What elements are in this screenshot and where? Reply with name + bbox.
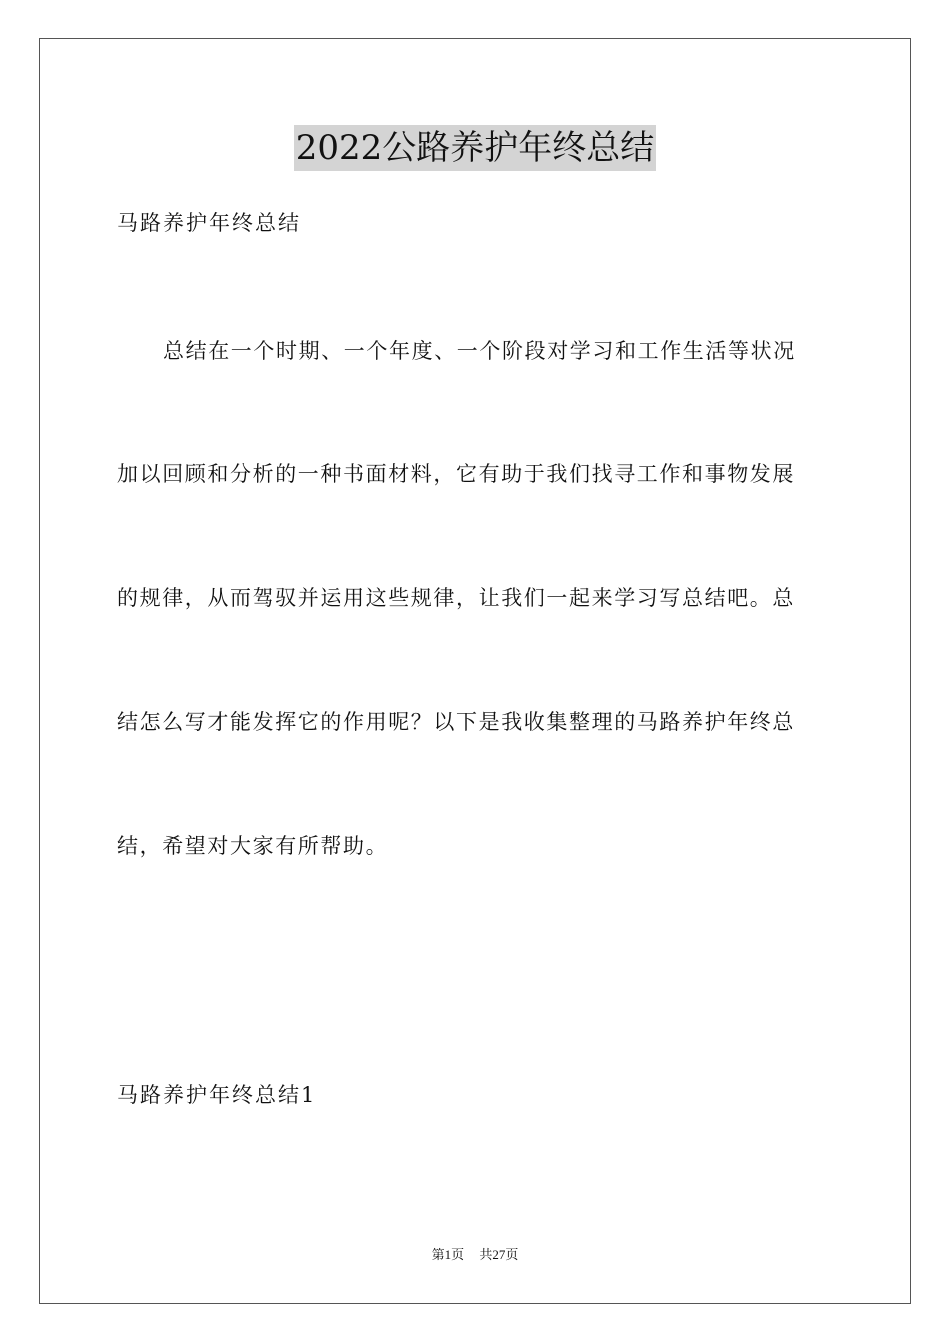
section-heading: 马路养护年终总结1 (117, 1083, 317, 1107)
intro-line-3: 的规律，从而驾驭并运用这些规律，让我们一起来学习写总结吧。总 (117, 586, 795, 610)
intro-line-2: 加以回顾和分析的一种书面材料，它有助于我们找寻工作和事物发展 (117, 462, 795, 486)
document-subtitle: 马路养护年终总结 (117, 211, 301, 235)
page-footer (0, 1246, 950, 1264)
document-title: 2022公路养护年终总结 (294, 125, 657, 171)
intro-line-5: 结，希望对大家有所帮助。 (117, 834, 389, 858)
intro-line-1: 总结在一个时期、一个年度、一个阶段对学习和工作生活等状况 (163, 339, 796, 363)
page-number: 第1页 (431, 1247, 465, 1262)
page-total: 共27页 (479, 1247, 519, 1262)
title-container (0, 125, 950, 171)
intro-line-4: 结怎么写才能发挥它的作用呢？以下是我收集整理的马路养护年终总 (117, 710, 795, 734)
